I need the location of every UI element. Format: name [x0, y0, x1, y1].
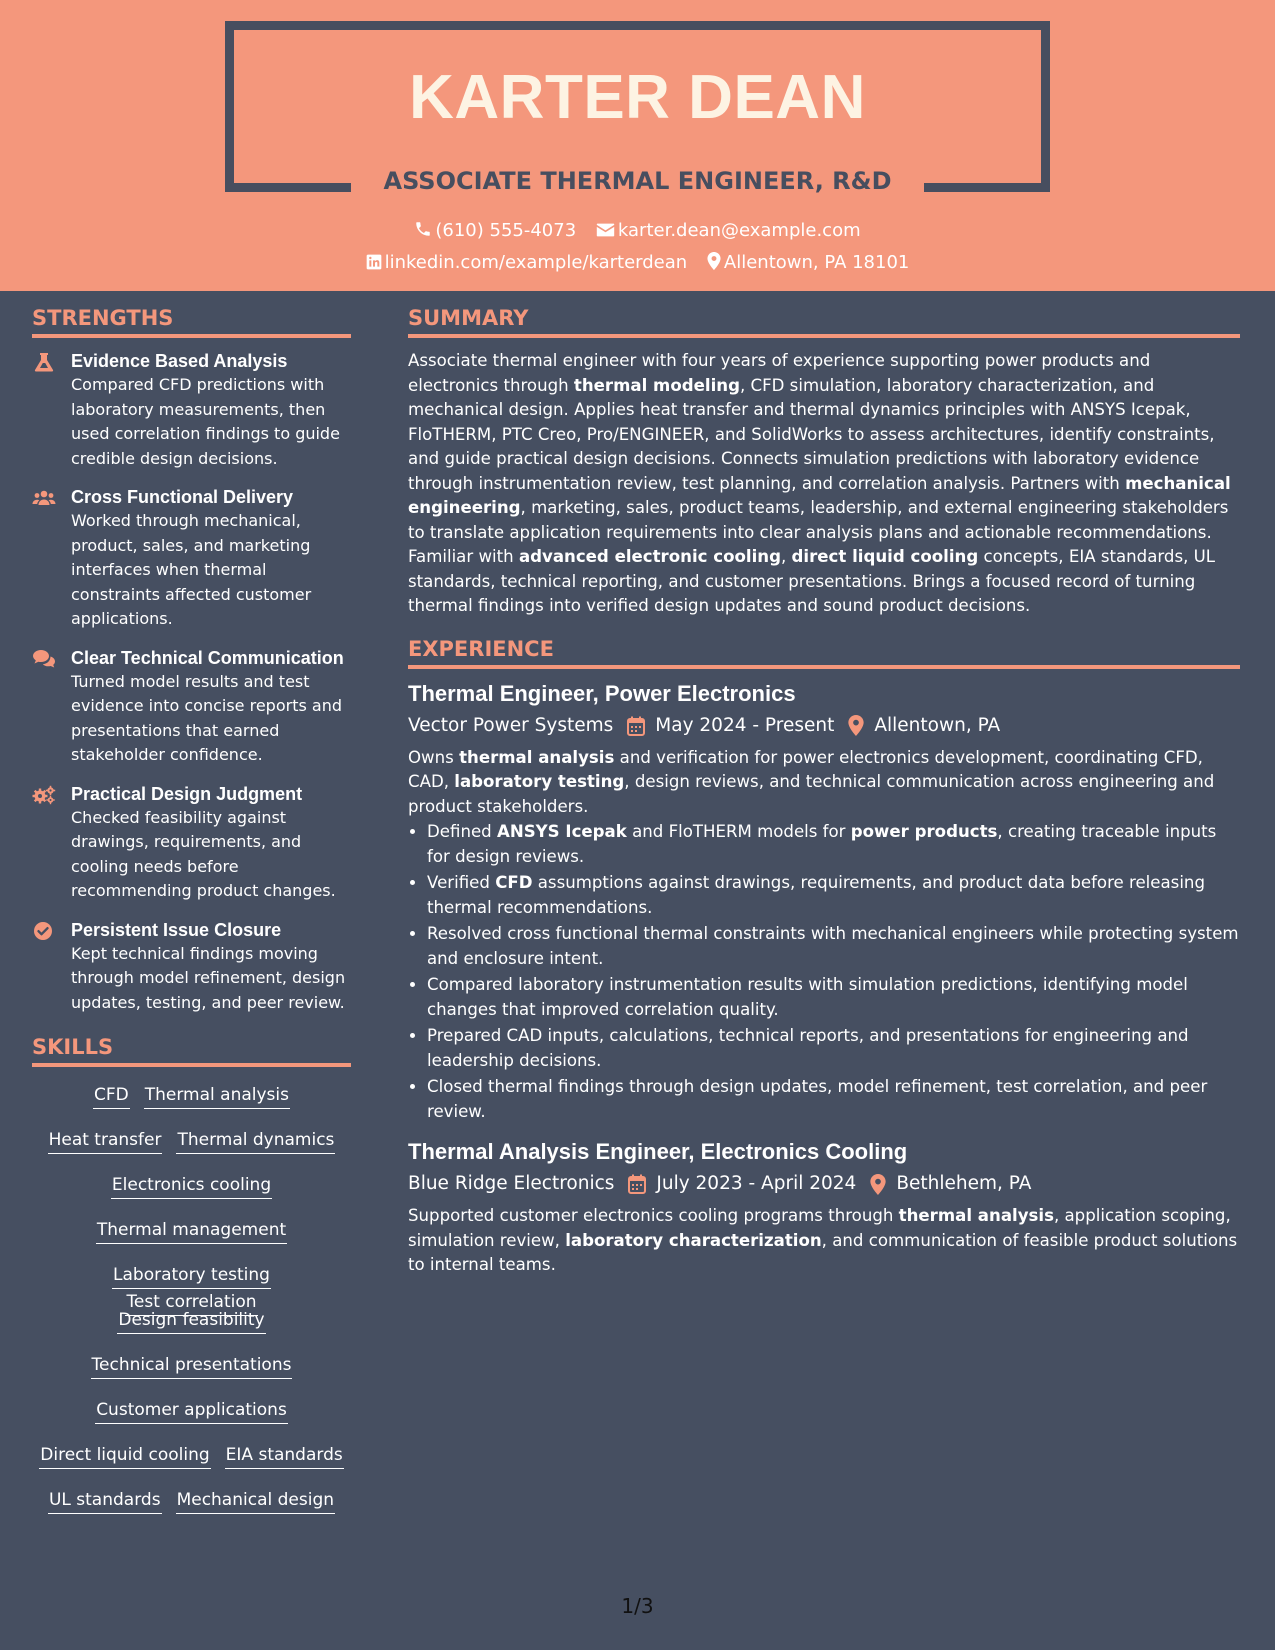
calendar-icon	[628, 1174, 646, 1194]
job-company: Blue Ridge Electronics	[408, 1173, 615, 1194]
skill-tag: Thermal management	[96, 1217, 287, 1244]
page-number: 1/3	[621, 1594, 654, 1618]
job-bullet: • Resolved cross functional thermal constraints with mechanical engineers while protecting system and enclosure intent.	[427, 922, 1240, 971]
right-column	[408, 306, 1240, 1278]
job-bullet: • Compared laboratory instrumentation results with simulation predictions, identifying model changes that improved correlation quality.	[427, 973, 1240, 1022]
skill-row	[32, 1082, 351, 1127]
job-meta	[408, 712, 1240, 740]
emphasis-text: thermal analysis	[898, 1206, 1054, 1225]
job-dates: July 2023 - April 2024	[656, 1173, 857, 1194]
left-column	[32, 306, 351, 1532]
candidate-title: ASSOCIATE THERMAL ENGINEER, R&D	[383, 167, 892, 195]
job-location: Bethlehem, PA	[896, 1173, 1032, 1194]
summary-text: Associate thermal engineer with four years of experience supporting power products and electronics through thermal modeling, CFD simulation, laboratory characterization, and mechanical design. Applies heat transfer and thermal dynamics principles with ANSYS Icepak, FloTHERM, PTC Creo, Pro/ENGINEER, and SolidWorks to assess architectures, identify constraints, and guide practical design decisions. Connects simulation predictions with laboratory evidence through instrumentation review, test planning, and correlation analysis. Partners with mechanical engineering, marketing, sales, product teams, leadership, and external engineering stakeholders to translate application requirements into clear analysis plans and actionable recommendations. Familiar with advanced electronic cooling, direct liquid cooling concepts, EIA standards, UL standards, technical reporting, and customer presentations. Brings a focused record of turning thermal findings into verified design updates and sound product decisions.	[408, 351, 1231, 615]
contact-row-2	[0, 252, 1275, 273]
job-description: Supported customer electronics cooling programs through thermal analysis, application scoping, simulation review, laboratory characterization, and communication of feasible product solutions to internal teams.	[408, 1206, 1238, 1274]
skill-tag: Design feasibility	[117, 1307, 265, 1334]
contact-phone[interactable]	[414, 220, 576, 241]
emphasis-text: CFD	[495, 873, 533, 892]
skill-row	[32, 1262, 351, 1312]
skill-row	[32, 1487, 351, 1532]
skill-row	[32, 1307, 351, 1352]
skills-section	[32, 1035, 351, 1532]
strength-description: Compared CFD predictions with laboratory measurements, then used correlation findings to guide credible design decisions.	[71, 375, 340, 468]
phone-icon	[414, 220, 432, 238]
experience-heading: EXPERIENCE	[408, 637, 1240, 669]
users-icon	[32, 488, 56, 508]
contact-location	[707, 252, 909, 273]
skill-tag: Thermal dynamics	[176, 1127, 335, 1154]
strength-item	[32, 918, 351, 1016]
check-circle-icon	[32, 921, 56, 941]
emphasis-text: ANSYS Icepak	[496, 822, 627, 841]
skill-tag: Laboratory testing	[112, 1262, 271, 1289]
map-pin-icon	[870, 1174, 886, 1195]
calendar-icon	[627, 716, 645, 736]
job-entry	[408, 1138, 1240, 1278]
strength-title: Cross Functional Delivery	[71, 487, 294, 507]
strength-title: Practical Design Judgment	[71, 783, 303, 804]
emphasis-text: direct liquid cooling	[791, 547, 979, 566]
job-bullet: • Defined ANSYS Icepak and FloTHERM models for power products, creating traceable inputs for design reviews.	[427, 820, 1240, 869]
emphasis-text: advanced electronic cooling	[518, 547, 781, 566]
strength-description: Worked through mechanical, product, sales, and marketing interfaces when thermal constraints affected customer applications.	[71, 511, 312, 628]
job-location: Allentown, PA	[874, 714, 1001, 736]
job-entry	[408, 680, 1240, 1125]
contact-row-1	[0, 220, 1275, 241]
linkedin-text: linkedin.com/example/karterdean	[384, 252, 688, 273]
skills-list	[32, 1078, 351, 1532]
map-pin-icon	[848, 715, 864, 736]
skill-tag: Heat transfer	[48, 1127, 163, 1154]
map-pin-icon	[707, 252, 721, 270]
job-title: Thermal Engineer, Power Electronics	[408, 680, 796, 706]
contact-linkedin[interactable]	[366, 252, 688, 273]
resume-header	[0, 0, 1275, 291]
comments-icon	[32, 649, 56, 669]
emphasis-text: thermal modeling	[573, 375, 740, 395]
skill-tag: Customer applications	[95, 1397, 288, 1424]
location-text: Allentown, PA 18101	[723, 252, 910, 273]
job-dates: May 2024 - Present	[655, 714, 835, 736]
strength-item	[32, 646, 351, 768]
skill-tag: Direct liquid cooling	[39, 1442, 210, 1469]
skill-tag: Mechanical design	[176, 1487, 335, 1514]
skill-row	[32, 1397, 351, 1442]
flask-icon	[32, 352, 56, 372]
emphasis-text: laboratory testing	[454, 772, 625, 791]
job-description: Owns thermal analysis and verification for power electronics development, coordinating CFD, CAD, laboratory testing, design reviews, and technical communication across engineering and product stakeholders.	[408, 747, 1215, 816]
job-company: Vector Power Systems	[408, 714, 614, 736]
skill-tag: Thermal analysis	[144, 1082, 290, 1109]
strength-description: Turned model results and test evidence into concise reports and presentations that earned stakeholder confidence.	[71, 671, 342, 764]
skill-tag: UL standards	[48, 1487, 162, 1514]
skill-row	[32, 1217, 351, 1262]
emphasis-text: thermal analysis	[459, 747, 615, 767]
candidate-name: KARTER DEAN	[409, 63, 866, 132]
job-bullet: • Prepared CAD inputs, calculations, technical reports, and presentations for engineering and leadership decisions.	[427, 1024, 1240, 1073]
skill-tag: CFD	[93, 1082, 130, 1109]
skill-row	[32, 1127, 351, 1172]
job-title: Thermal Analysis Engineer, Electronics Cooling	[408, 1139, 908, 1164]
job-bullet: • Closed thermal findings through design updates, model refinement, test correlation, and peer review.	[427, 1075, 1240, 1124]
strength-item	[32, 485, 351, 632]
skill-row	[32, 1352, 351, 1397]
skills-heading: SKILLS	[32, 1035, 351, 1067]
envelope-icon	[596, 222, 615, 238]
strength-description: Kept technical findings moving through model refinement, design updates, testing, and peer review.	[71, 943, 346, 1012]
strength-item	[32, 782, 351, 904]
skill-tag: EIA standards	[225, 1442, 344, 1469]
linkedin-icon	[366, 254, 382, 270]
emphasis-text: power products	[850, 822, 998, 841]
strength-item	[32, 349, 351, 471]
strength-title: Clear Technical Communication	[71, 647, 344, 668]
email-text: karter.dean@example.com	[617, 220, 861, 241]
strength-title: Persistent Issue Closure	[71, 919, 282, 940]
job-meta	[408, 1170, 1240, 1198]
job-bullets	[408, 820, 1240, 1124]
job-bullet: • Verified CFD assumptions against drawings, requirements, and product data before releasing thermal recommendations.	[427, 871, 1240, 920]
phone-text: (610) 555-4073	[435, 220, 577, 241]
skill-tag: Test correlation	[125, 1289, 257, 1316]
contact-email[interactable]	[596, 220, 861, 241]
gears-icon	[32, 785, 56, 805]
emphasis-text: laboratory characterization	[565, 1230, 822, 1250]
strength-title: Evidence Based Analysis	[71, 351, 288, 371]
skill-row	[32, 1442, 351, 1487]
strengths-heading: STRENGTHS	[32, 306, 351, 338]
skill-tag: Technical presentations	[91, 1352, 293, 1379]
strength-description: Checked feasibility against drawings, requirements, and cooling needs before recommending product changes.	[71, 807, 336, 900]
skill-row	[32, 1172, 351, 1217]
skill-tag: Electronics cooling	[111, 1172, 272, 1199]
summary-heading: SUMMARY	[408, 306, 1240, 338]
emphasis-text: mechanical engineering	[408, 473, 1231, 517]
